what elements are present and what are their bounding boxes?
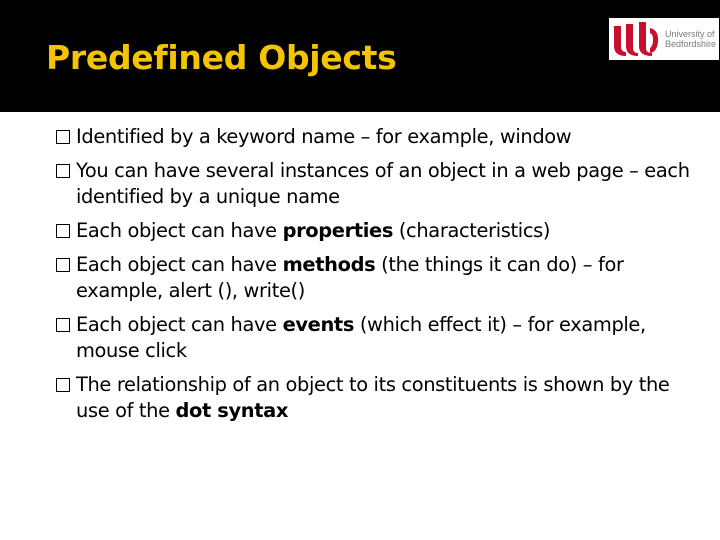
bullet-list xyxy=(56,124,706,432)
bullet-item xyxy=(56,372,706,424)
university-logo-icon xyxy=(612,22,662,56)
hollow-square-icon xyxy=(56,318,70,332)
bullet-item xyxy=(56,218,706,244)
bullet-keyword: events xyxy=(282,313,355,336)
hollow-square-icon xyxy=(56,378,70,392)
bullet-text: Each object can have xyxy=(76,219,283,242)
hollow-square-icon xyxy=(56,224,70,238)
university-logo xyxy=(609,18,719,60)
bullet-text: (the things it can do) – for example, alert (), write() xyxy=(76,253,624,302)
bullet-item xyxy=(56,158,706,210)
bullet-item xyxy=(56,312,706,364)
bullet-text: Identified by a keyword name – for example, window xyxy=(76,125,572,148)
bullet-text: The relationship of an object to its constituents is shown by the use of the xyxy=(76,373,670,422)
bullet-item xyxy=(56,252,706,304)
bullet-text: You can have several instances of an object in a web page – each identified by a unique name xyxy=(76,159,690,208)
bullet-keyword: properties xyxy=(282,219,394,242)
logo-text xyxy=(665,29,716,49)
hollow-square-icon xyxy=(56,164,70,178)
slide-header xyxy=(0,0,720,112)
bullet-item xyxy=(56,124,706,150)
logo-line-2: Bedfordshire xyxy=(665,39,717,49)
bullet-text: (characteristics) xyxy=(393,219,551,242)
hollow-square-icon xyxy=(56,130,70,144)
bullet-keyword: methods xyxy=(282,253,376,276)
logo-line-1: University of xyxy=(665,29,715,39)
slide-title: Predefined Objects xyxy=(46,38,397,77)
hollow-square-icon xyxy=(56,258,70,272)
bullet-text: Each object can have xyxy=(76,253,283,276)
bullet-text: Each object can have xyxy=(76,313,283,336)
bullet-keyword: dot syntax xyxy=(175,399,289,422)
bullet-text: (which effect it) – for example, mouse click xyxy=(76,313,646,362)
